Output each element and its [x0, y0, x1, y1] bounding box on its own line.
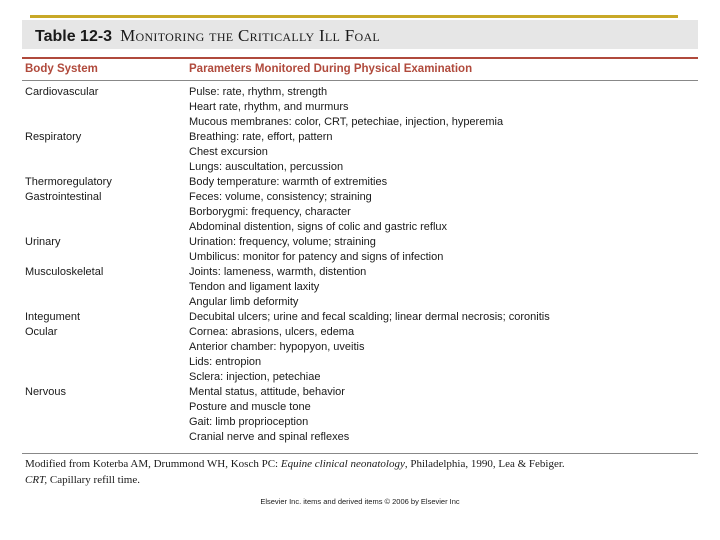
parameter-cell: Tendon and ligament laxity	[189, 281, 320, 293]
table-row	[0, 340, 720, 355]
parameter-cell: Cranial nerve and spinal reflexes	[189, 431, 350, 443]
table-row	[0, 130, 720, 145]
table-row	[0, 265, 720, 280]
table-row	[0, 235, 720, 250]
parameter-cell: Angular limb deformity	[189, 296, 299, 308]
body-system-cell: Integument	[25, 311, 81, 323]
parameter-cell: Umbilicus: monitor for patency and signs of infection	[189, 251, 444, 263]
abbreviation-footnote	[25, 474, 140, 486]
top-rule	[30, 15, 678, 18]
table-row	[0, 295, 720, 310]
abbreviation-definition: Capillary refill time.	[47, 474, 140, 486]
parameter-cell: Mental status, attitude, behavior	[189, 386, 345, 398]
table-number: Table 12-3	[35, 28, 113, 45]
parameter-cell: Chest excursion	[189, 146, 268, 158]
body-system-cell: Urinary	[25, 236, 61, 248]
parameter-cell: Feces: volume, consistency; straining	[189, 191, 372, 203]
parameter-cell: Borborygmi: frequency, character	[189, 206, 351, 218]
parameter-cell: Sclera: injection, petechiae	[189, 371, 321, 383]
table-row	[0, 175, 720, 190]
table-row	[0, 190, 720, 205]
table-row	[0, 400, 720, 415]
table-row	[0, 160, 720, 175]
table-row	[0, 205, 720, 220]
source-book: Equine clinical neonatology	[280, 458, 405, 470]
parameter-cell: Decubital ulcers; urine and fecal scalding; linear dermal necrosis; coronitis	[189, 311, 550, 323]
table-title	[35, 26, 380, 46]
table-body	[0, 85, 720, 445]
header-rule	[22, 80, 698, 81]
table-row	[0, 430, 720, 445]
table-row	[0, 310, 720, 325]
source-suffix: , Philadelphia, 1990, Lea & Febiger.	[404, 458, 565, 470]
table-row	[0, 85, 720, 100]
body-system-cell: Thermoregulatory	[25, 176, 112, 188]
table-row	[0, 145, 720, 160]
table-row	[0, 415, 720, 430]
parameter-cell: Lids: entropion	[189, 356, 262, 368]
source-prefix: Modified from Koterba AM, Drummond WH, Kosch PC:	[25, 458, 281, 470]
body-system-cell: Ocular	[25, 326, 58, 338]
table-row	[0, 250, 720, 265]
parameter-cell: Body temperature: warmth of extremities	[189, 176, 388, 188]
parameter-cell: Joints: lameness, warmth, distention	[189, 266, 367, 278]
table-row	[0, 280, 720, 295]
parameter-cell: Urination: frequency, volume; straining	[189, 236, 376, 248]
body-system-cell: Nervous	[25, 386, 66, 398]
table-row	[0, 370, 720, 385]
table-row	[0, 385, 720, 400]
table-row	[0, 355, 720, 370]
table-title-text: Monitoring the Critically Ill Foal	[120, 26, 381, 45]
body-system-cell: Cardiovascular	[25, 86, 99, 98]
parameter-cell: Breathing: rate, effort, pattern	[189, 131, 333, 143]
table-row	[0, 100, 720, 115]
bottom-rule	[22, 453, 698, 454]
body-system-cell: Musculoskeletal	[25, 266, 104, 278]
body-system-cell: Gastrointestinal	[25, 191, 102, 203]
parameter-cell: Anterior chamber: hypopyon, uveitis	[189, 341, 365, 353]
body-system-cell: Respiratory	[25, 131, 82, 143]
parameter-cell: Gait: limb proprioception	[189, 416, 309, 428]
abbreviation-term: CRT,	[25, 474, 48, 486]
table-row	[0, 220, 720, 235]
source-footnote	[25, 458, 565, 470]
column-header-parameters: Parameters Monitored During Physical Examination	[189, 63, 473, 75]
table-row	[0, 115, 720, 130]
parameter-cell: Lungs: auscultation, percussion	[189, 161, 344, 173]
table-row	[0, 325, 720, 340]
parameter-cell: Cornea: abrasions, ulcers, edema	[189, 326, 355, 338]
parameter-cell: Pulse: rate, rhythm, strength	[189, 86, 328, 98]
column-header-system: Body System	[25, 63, 98, 75]
copyright-notice: Elsevier Inc. items and derived items © 2006 by Elsevier Inc	[260, 497, 460, 506]
parameter-cell: Posture and muscle tone	[189, 401, 311, 413]
parameter-cell: Heart rate, rhythm, and murmurs	[189, 101, 349, 113]
parameter-cell: Mucous membranes: color, CRT, petechiae, injection, hyperemia	[189, 116, 504, 128]
parameter-cell: Abdominal distention, signs of colic and gastric reflux	[189, 221, 448, 233]
accent-rule	[22, 57, 698, 59]
